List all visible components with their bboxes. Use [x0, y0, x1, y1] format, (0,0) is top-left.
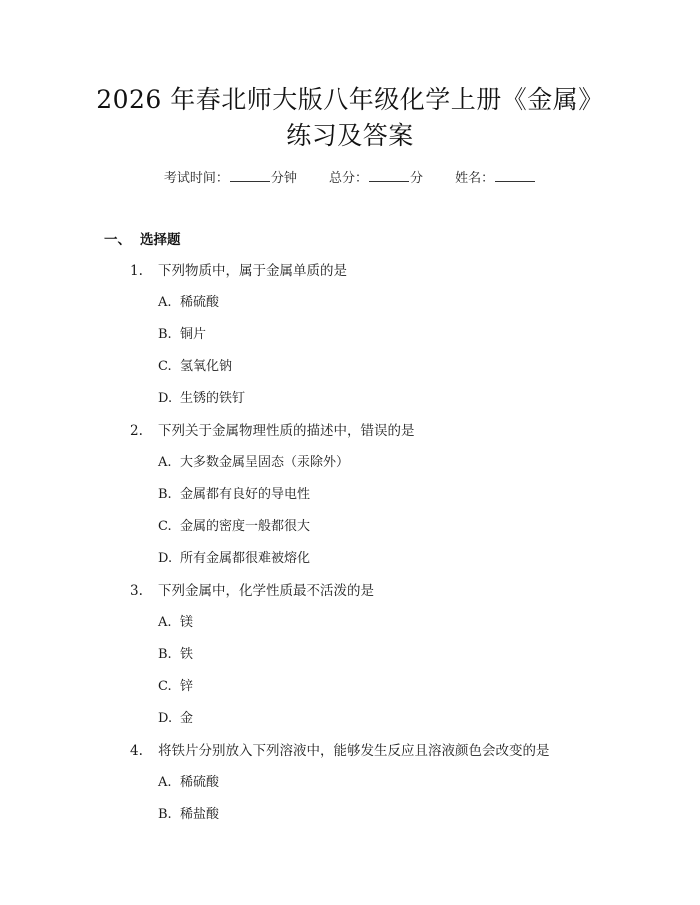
option-text: 大多数金属呈固态（汞除外）: [180, 455, 350, 470]
option-text: 稀硫酸: [180, 295, 220, 310]
option-text: 所有金属都很难被熔化: [180, 551, 311, 566]
exam-time-field: [164, 168, 297, 189]
question-4-option-b: [158, 805, 219, 825]
question-3-option-a: [158, 613, 193, 633]
document-title-continued: 练习及答案: [286, 121, 414, 150]
question-number: 1.: [130, 263, 143, 279]
option-text: 镁: [180, 615, 194, 630]
question-1-option-b: [158, 325, 206, 345]
section-number: 一、: [104, 232, 131, 248]
question-text: 下列物质中，属于金属单质的是: [158, 263, 347, 279]
student-name-blank: [495, 168, 535, 182]
question-text: 将铁片分别放入下列溶液中，能够发生反应且溶液颜色会改变的是: [158, 743, 550, 759]
option-letter: C.: [158, 679, 172, 694]
option-text: 铁: [180, 647, 194, 662]
total-score-label: 总分：: [328, 171, 368, 186]
section-heading: [104, 230, 181, 250]
question-4-option-a: [158, 773, 219, 793]
question-text: 下列金属中，化学性质最不活泼的是: [158, 583, 374, 599]
question-number: 2.: [130, 423, 143, 439]
exam-time-unit: 分钟: [270, 171, 297, 186]
exam-info-line: [0, 168, 700, 189]
question-number: 4.: [130, 743, 143, 759]
total-score-field: [329, 168, 423, 189]
section-title: 选择题: [140, 232, 181, 248]
student-name-field: [455, 168, 536, 189]
option-letter: B.: [158, 807, 172, 822]
option-text: 锌: [180, 679, 194, 694]
question-2-option-d: [158, 549, 310, 569]
question-1: [130, 261, 347, 281]
option-letter: D.: [158, 711, 173, 726]
student-name-label: 姓名：: [455, 171, 495, 186]
question-number: 3.: [130, 583, 143, 599]
option-text: 金属的密度一般都很大: [180, 519, 311, 534]
total-score-blank: [369, 168, 409, 182]
option-letter: A.: [158, 615, 172, 630]
question-1-option-a: [158, 293, 219, 313]
option-letter: C.: [158, 519, 172, 534]
question-3: [130, 581, 374, 601]
option-text: 稀盐酸: [180, 807, 220, 822]
question-2-option-b: [158, 485, 310, 505]
option-letter: A.: [158, 775, 172, 790]
option-letter: D.: [158, 391, 173, 406]
question-3-option-b: [158, 645, 193, 665]
document-title: 2026 年春北师大版八年级化学上册《金属》: [96, 85, 604, 114]
option-letter: B.: [158, 487, 172, 502]
option-text: 稀硫酸: [180, 775, 220, 790]
question-2-option-c: [158, 517, 310, 537]
option-letter: C.: [158, 359, 172, 374]
question-2: [130, 421, 415, 441]
exam-time-label: 考试时间：: [163, 171, 229, 186]
option-text: 金属都有良好的导电性: [180, 487, 311, 502]
exam-time-blank: [230, 168, 270, 182]
question-2-option-a: [158, 453, 349, 473]
option-letter: A.: [158, 455, 172, 470]
option-text: 金: [180, 711, 194, 726]
option-letter: D.: [158, 551, 173, 566]
option-letter: A.: [158, 295, 172, 310]
question-1-option-d: [158, 389, 245, 409]
question-3-option-d: [158, 709, 193, 729]
question-3-option-c: [158, 677, 193, 697]
question-1-option-c: [158, 357, 232, 377]
question-text: 下列关于金属物理性质的描述中，错误的是: [158, 423, 415, 439]
option-text: 氢氧化钠: [180, 359, 233, 374]
total-score-unit: 分: [410, 171, 424, 186]
option-letter: B.: [158, 327, 172, 342]
option-letter: B.: [158, 647, 172, 662]
option-text: 铜片: [180, 327, 207, 342]
question-4: [130, 741, 550, 761]
option-text: 生锈的铁钉: [180, 391, 246, 406]
